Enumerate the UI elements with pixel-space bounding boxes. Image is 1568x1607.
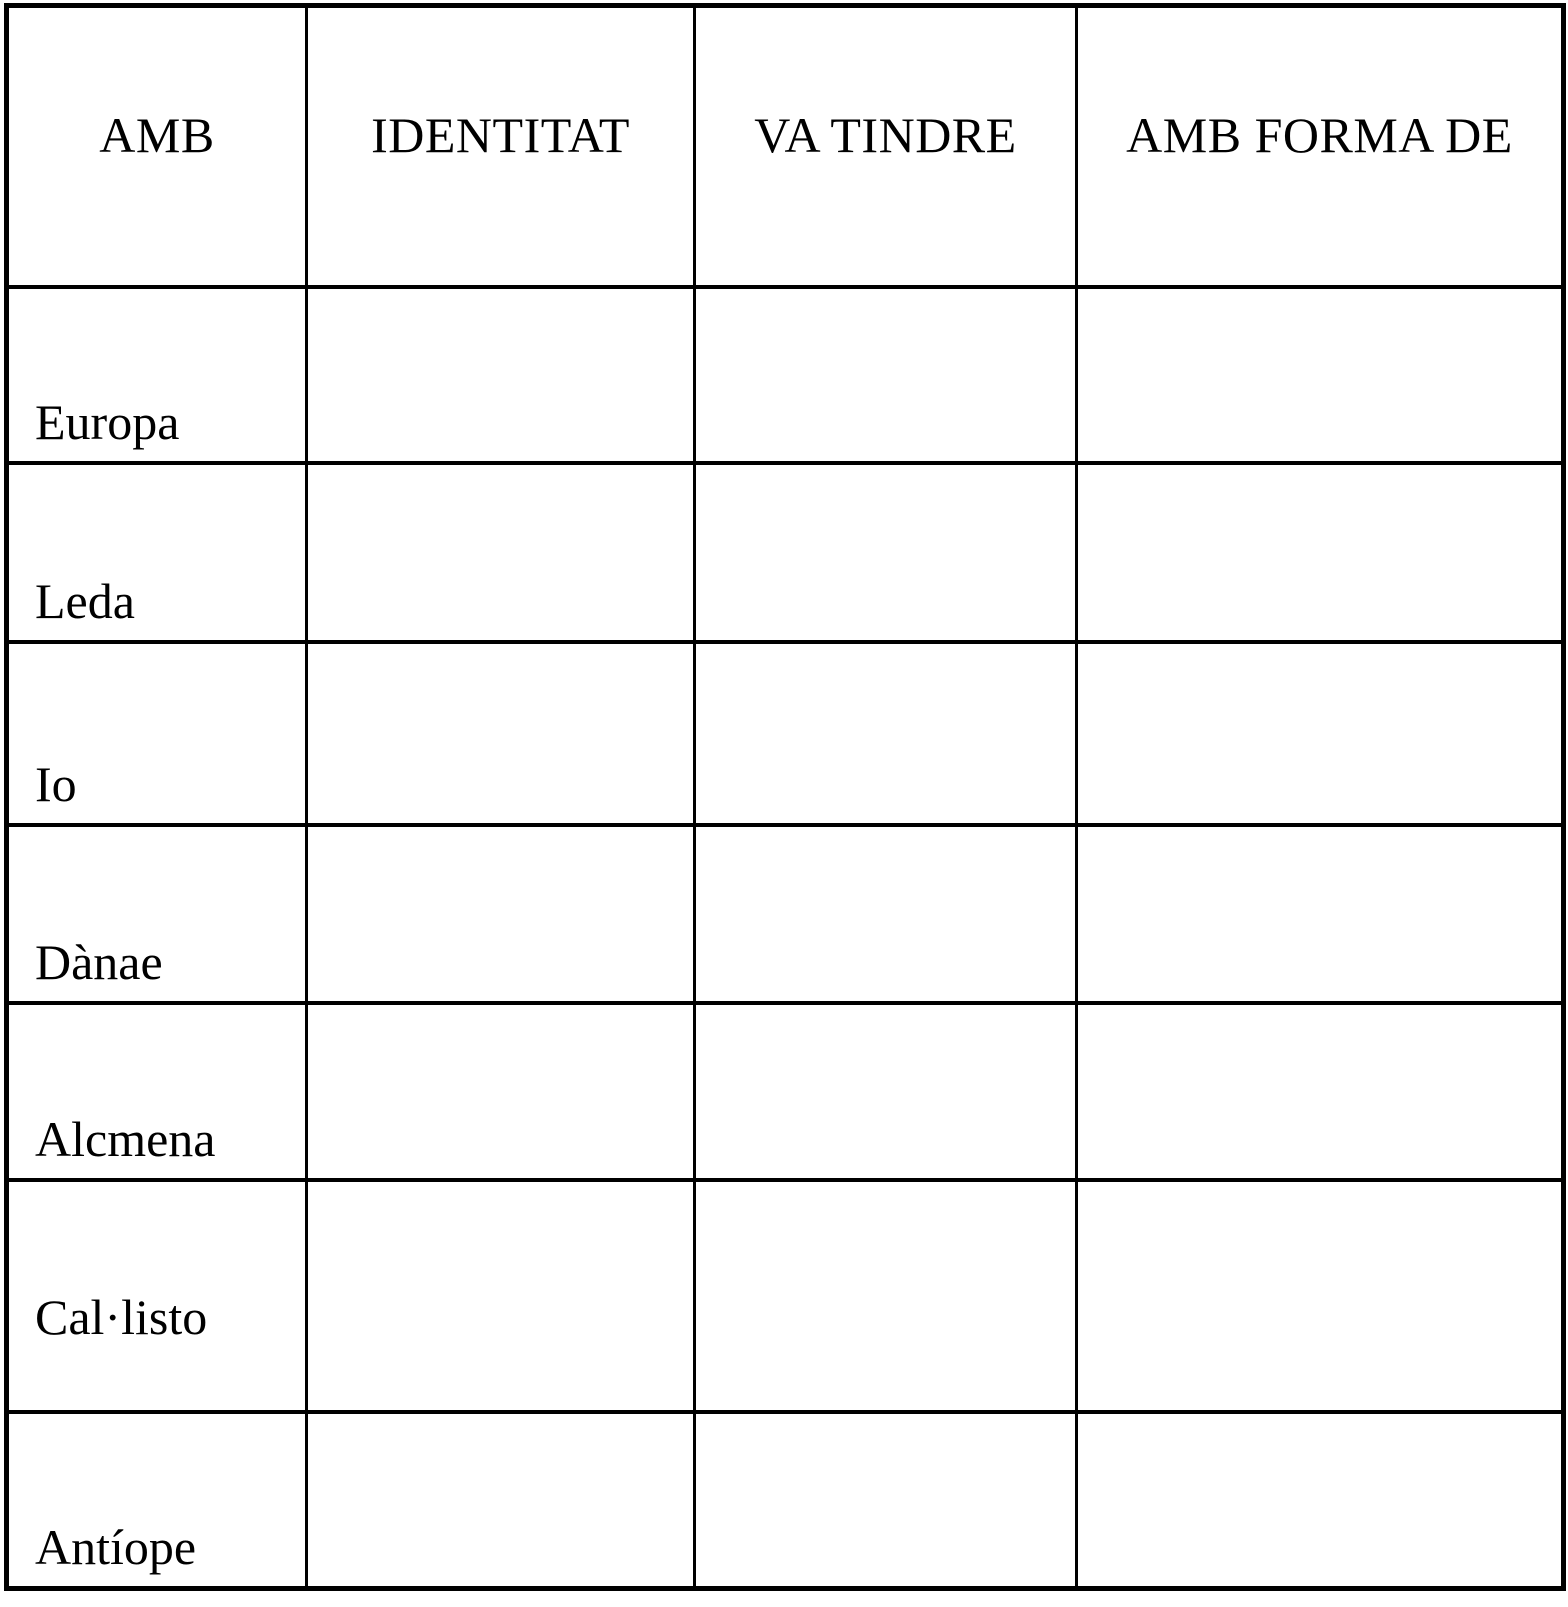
empty-cell-europa-amb-forma-de[interactable] bbox=[1077, 287, 1564, 463]
table-row-alcmena bbox=[7, 1003, 1564, 1180]
empty-cell-danae-va-tindre[interactable] bbox=[695, 825, 1077, 1003]
table-row-callisto bbox=[7, 1180, 1564, 1412]
empty-cell-europa-va-tindre[interactable] bbox=[695, 287, 1077, 463]
empty-cell-io-identitat[interactable] bbox=[307, 642, 695, 825]
empty-cell-callisto-identitat[interactable] bbox=[307, 1180, 695, 1412]
worksheet-table bbox=[4, 3, 1566, 1591]
empty-cell-callisto-amb-forma-de[interactable] bbox=[1077, 1180, 1564, 1412]
table-row-europa bbox=[7, 287, 1564, 463]
table-row-danae bbox=[7, 825, 1564, 1003]
table-row-io bbox=[7, 642, 1564, 825]
row-label-antiope: Antíope bbox=[7, 1412, 307, 1589]
column-header-amb-forma-de: AMB FORMA DE bbox=[1077, 6, 1564, 287]
empty-cell-leda-va-tindre[interactable] bbox=[695, 463, 1077, 642]
header-row bbox=[7, 6, 1564, 287]
empty-cell-leda-amb-forma-de[interactable] bbox=[1077, 463, 1564, 642]
row-label-alcmena: Alcmena bbox=[7, 1003, 307, 1180]
empty-cell-leda-identitat[interactable] bbox=[307, 463, 695, 642]
column-header-identitat: IDENTITAT bbox=[307, 6, 695, 287]
empty-cell-antiope-amb-forma-de[interactable] bbox=[1077, 1412, 1564, 1589]
table-row-antiope bbox=[7, 1412, 1564, 1589]
empty-cell-io-amb-forma-de[interactable] bbox=[1077, 642, 1564, 825]
column-header-amb: AMB bbox=[7, 6, 307, 287]
column-header-va-tindre: VA TINDRE bbox=[695, 6, 1077, 287]
row-label-leda: Leda bbox=[7, 463, 307, 642]
row-label-danae: Dànae bbox=[7, 825, 307, 1003]
empty-cell-danae-identitat[interactable] bbox=[307, 825, 695, 1003]
empty-cell-antiope-va-tindre[interactable] bbox=[695, 1412, 1077, 1589]
empty-cell-antiope-identitat[interactable] bbox=[307, 1412, 695, 1589]
empty-cell-danae-amb-forma-de[interactable] bbox=[1077, 825, 1564, 1003]
empty-cell-alcmena-identitat[interactable] bbox=[307, 1003, 695, 1180]
table-row-leda bbox=[7, 463, 1564, 642]
empty-cell-io-va-tindre[interactable] bbox=[695, 642, 1077, 825]
empty-cell-alcmena-va-tindre[interactable] bbox=[695, 1003, 1077, 1180]
row-label-io: Io bbox=[7, 642, 307, 825]
row-label-callisto: Cal·listo bbox=[7, 1180, 307, 1412]
row-label-europa: Europa bbox=[7, 287, 307, 463]
empty-cell-callisto-va-tindre[interactable] bbox=[695, 1180, 1077, 1412]
empty-cell-europa-identitat[interactable] bbox=[307, 287, 695, 463]
empty-cell-alcmena-amb-forma-de[interactable] bbox=[1077, 1003, 1564, 1180]
